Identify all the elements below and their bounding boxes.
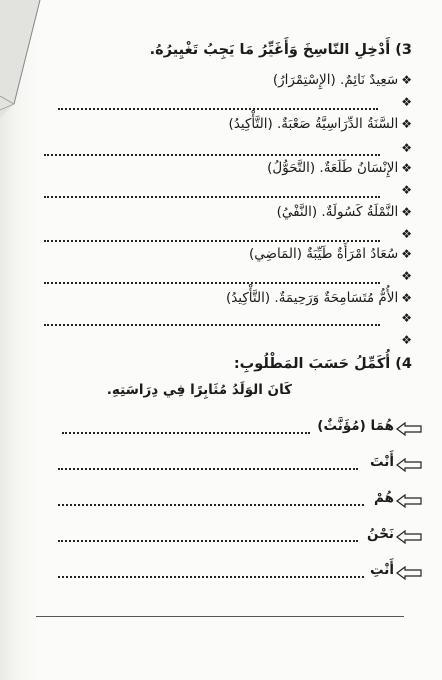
q3-answer-row xyxy=(401,270,412,282)
diamond-bullet-icon: ❖ xyxy=(401,95,412,109)
answer-line[interactable] xyxy=(58,576,364,578)
pronoun-label: هُمْ xyxy=(374,490,394,506)
left-arrow-icon xyxy=(396,530,422,544)
answer-line[interactable] xyxy=(58,468,358,470)
diamond-bullet-icon: ❖ xyxy=(401,291,412,305)
q3-answer-row xyxy=(401,184,412,196)
diamond-bullet-icon: ❖ xyxy=(401,333,412,347)
q3-item xyxy=(267,160,412,176)
answer-line[interactable] xyxy=(44,196,380,198)
diamond-bullet-icon: ❖ xyxy=(401,141,412,155)
q3-answer-row xyxy=(401,142,412,154)
left-arrow-icon xyxy=(396,458,422,472)
q3-item-text: الأُمُّ مُتَسَامِحَةٌ وَرَحِيمَةٌ. (التَّأْكِيدُ) xyxy=(225,290,399,306)
answer-line[interactable] xyxy=(58,540,358,542)
diamond-bullet-icon: ❖ xyxy=(401,183,412,197)
pronoun-label: أَنْتَ xyxy=(370,454,394,470)
q3-answer-row xyxy=(401,228,412,240)
diamond-bullet-icon: ❖ xyxy=(401,161,412,175)
diamond-bullet-icon: ❖ xyxy=(401,205,412,219)
left-arrow-icon xyxy=(396,566,422,580)
q3-answer-row xyxy=(401,312,412,324)
pronoun-label: أَنْتِ xyxy=(370,562,394,578)
diamond-bullet-icon: ❖ xyxy=(401,73,412,87)
q3-item-text: سَعِيدٌ نَائِمٌ. (الإِسْتِمْرَارُ) xyxy=(272,72,399,88)
diamond-bullet-icon: ❖ xyxy=(401,227,412,241)
answer-line[interactable] xyxy=(58,108,378,110)
q3-item xyxy=(226,290,412,306)
q3-item xyxy=(249,246,412,262)
q3-answer-row xyxy=(401,334,412,346)
q3-item-text: سُعَادُ امْرَأَةٌ طَيِّبَةٌ (المَاضِي) xyxy=(248,246,399,262)
q3-item-text: الإِنْسَانُ طَلَعَةٌ. (التَّحَوُّلُ) xyxy=(267,160,399,176)
diamond-bullet-icon: ❖ xyxy=(401,117,412,131)
q3-answer-row xyxy=(401,96,412,108)
q3-item-text: النَّمْلَةُ كَسُولَةٌ. (النَّفْيُ) xyxy=(276,204,399,220)
folded-corner xyxy=(0,0,52,118)
q4-heading: 4) أُكَمِّلُ حَسَبَ المَطْلُوبِ: xyxy=(233,356,412,372)
left-arrow-icon xyxy=(396,494,422,508)
left-arrow-icon xyxy=(396,422,422,436)
answer-line[interactable] xyxy=(62,432,310,434)
q3-heading: 3) أَدْخِلِ النّاسِخَ وَأَغَيِّرُ مَا يَجِبُ تَغْيِيرُهُ. xyxy=(149,42,412,58)
answer-line[interactable] xyxy=(58,504,364,506)
answer-line[interactable] xyxy=(44,324,380,326)
diamond-bullet-icon: ❖ xyxy=(401,311,412,325)
answer-line[interactable] xyxy=(44,154,380,156)
q3-item xyxy=(273,72,412,88)
answer-line[interactable] xyxy=(44,240,380,242)
bottom-rule xyxy=(36,616,404,617)
q3-item-text: السَّنَةُ الدِّرَاسِيَّةُ صَعْبَةٌ. (التَّأْكِيدُ) xyxy=(228,116,399,132)
diamond-bullet-icon: ❖ xyxy=(401,269,412,283)
answer-line[interactable] xyxy=(44,282,380,284)
q3-item xyxy=(229,116,412,132)
pronoun-label: هُمَا (مُؤَنَّثٌ) xyxy=(317,418,394,434)
pronoun-label: نَحْنُ xyxy=(367,526,394,542)
diamond-bullet-icon: ❖ xyxy=(401,247,412,261)
q4-example-text: كَانَ الوَلَدُ مُثَابِرًا فِي دِرَاسَتِهِ. xyxy=(106,382,292,398)
q4-example xyxy=(107,382,292,398)
q3-item xyxy=(277,204,412,220)
